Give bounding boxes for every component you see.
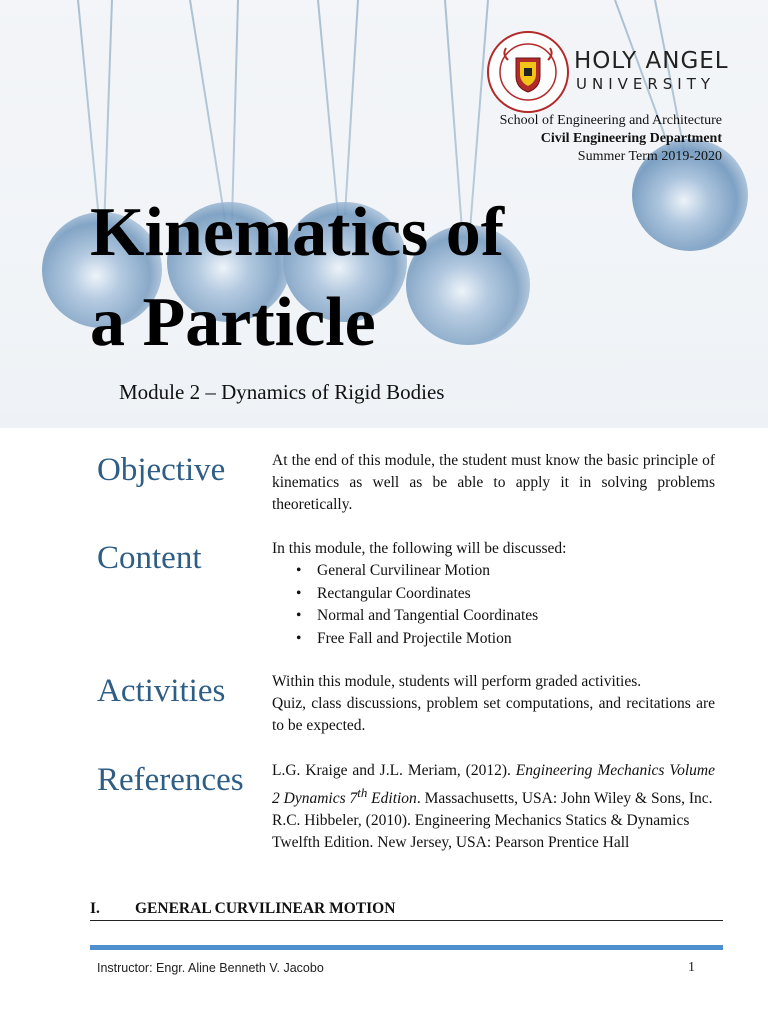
heading-number: I. — [90, 900, 100, 917]
section-label-objective: Objective — [97, 452, 226, 488]
content-list — [272, 560, 715, 650]
section-body-content — [272, 538, 715, 650]
activities-line-2: Quiz, class discussions, problem set computations, and recitations are to be expected. — [272, 695, 715, 734]
school-name: School of Engineering and Architecture — [499, 113, 722, 128]
heading-text: GENERAL CURVILINEAR MOTION — [135, 900, 396, 917]
list-item: • Free Fall and Projectile Motion — [317, 628, 715, 651]
module-subtitle: Module 2 – Dynamics of Rigid Bodies — [119, 380, 445, 404]
section-label-references: References — [97, 762, 244, 798]
objective-text: At the end of this module, the student must know the basic principle of kinematics as well as be able to apply it in solving problems theoretically. — [272, 452, 715, 513]
reference-1-authors: L.G. Kraige and J.L. Meriam, (2012). — [272, 762, 516, 779]
title-line-2: a Particle — [90, 284, 376, 361]
reference-1-publisher: . Massachusetts, USA: John Wiley & Sons, Inc. — [416, 790, 713, 808]
section-label-activities: Activities — [97, 673, 226, 709]
reference-1-title-text: Engineering Mechanics Volume 2 Dynamics 7 — [272, 762, 715, 808]
university-name-line1: HOLY ANGEL — [574, 48, 729, 74]
reference-2: R.C. Hibbeler, (2010). Engineering Mechanics Statics & Dynamics Twelfth Edition. New Jersey, USA: Pearson Prentice Hall — [272, 812, 690, 852]
section-heading — [90, 898, 723, 921]
reference-1-title-end: Edition — [367, 790, 417, 808]
page-number: 1 — [688, 960, 695, 975]
activities-line-1: Within this module, students will perform graded activities. — [272, 673, 642, 690]
list-item: • Normal and Tangential Coordinates — [317, 605, 715, 628]
university-name-line2: UNIVERSITY — [576, 75, 716, 93]
section-body-references — [272, 760, 715, 854]
term: Summer Term 2019-2020 — [577, 149, 722, 164]
list-item: • Rectangular Coordinates — [317, 583, 715, 606]
document-title — [90, 188, 650, 368]
footer-divider — [90, 945, 723, 950]
reference-1 — [272, 760, 715, 810]
reference-1-edition-sup: th — [357, 785, 368, 800]
university-seal-icon — [486, 30, 570, 114]
title-line-1: Kinematics of — [90, 194, 505, 271]
cover-hero — [0, 0, 768, 428]
section-label-content: Content — [97, 540, 202, 576]
list-item: • General Curvilinear Motion — [317, 560, 715, 583]
footer-instructor: Instructor: Engr. Aline Benneth V. Jacobo — [97, 961, 324, 975]
department-name: Civil Engineering Department — [540, 131, 722, 146]
content-intro: In this module, the following will be discussed: — [272, 540, 567, 557]
section-body-activities — [272, 671, 715, 737]
school-info — [500, 112, 722, 166]
section-body-objective — [272, 450, 715, 516]
